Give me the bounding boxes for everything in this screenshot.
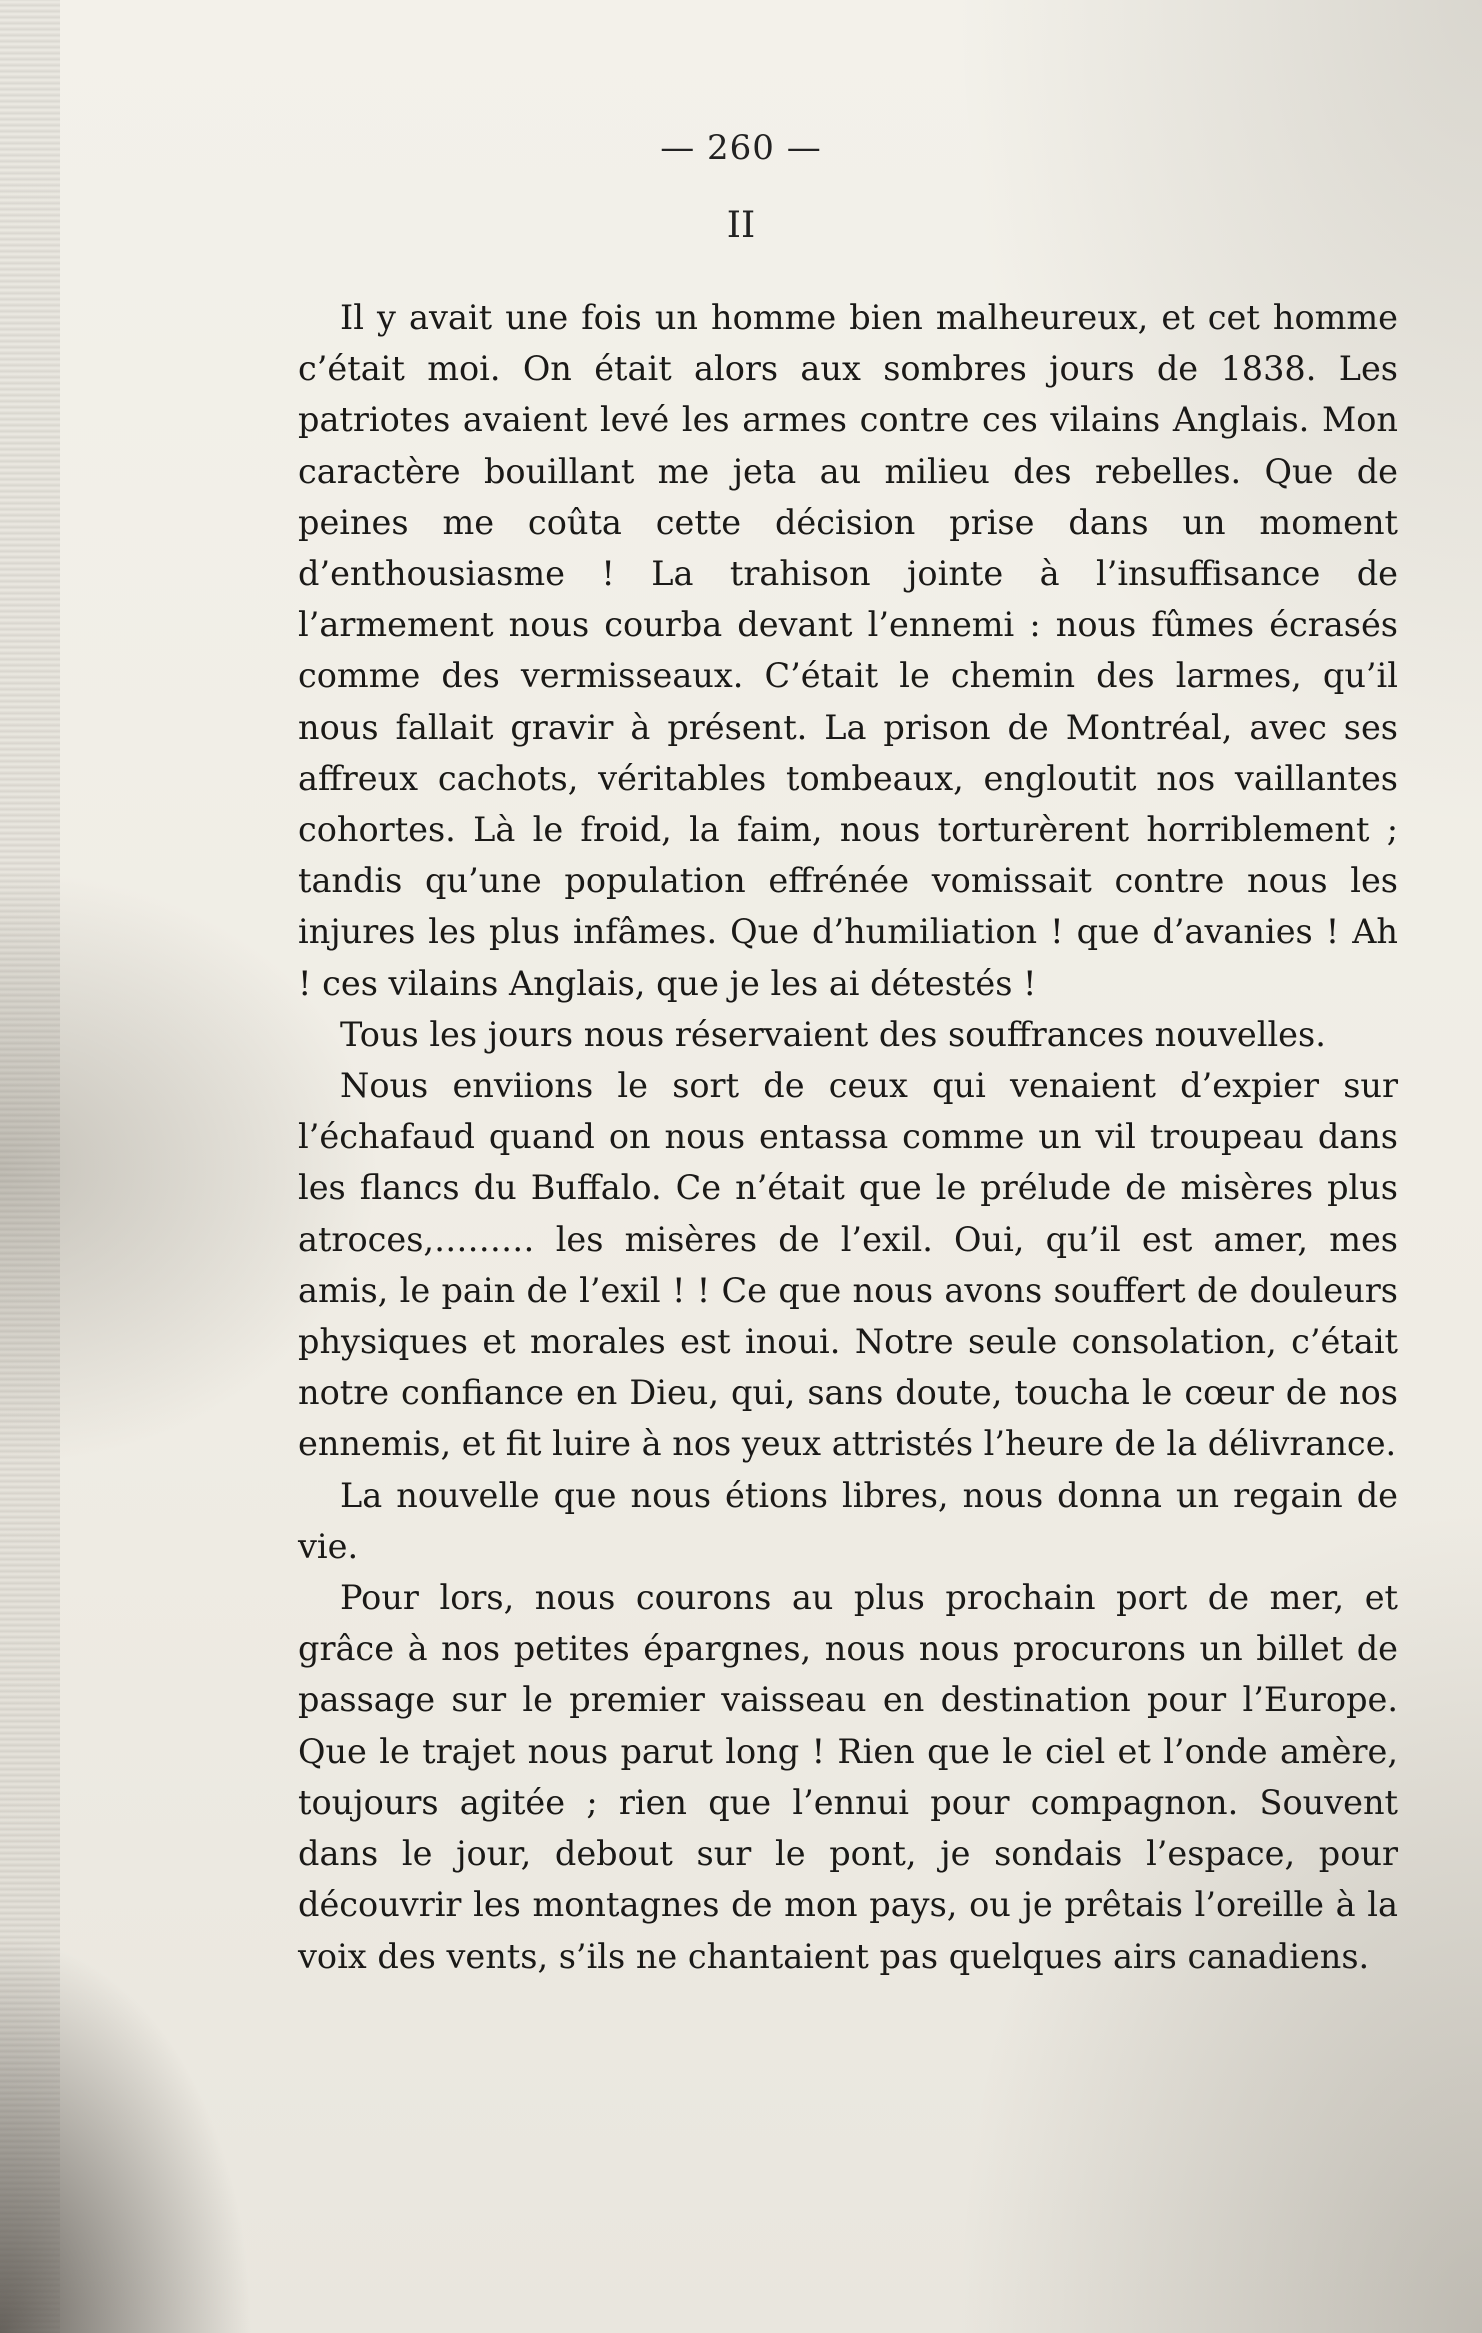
paragraph: La nouvelle que nous étions libres, nous donna un regain de vie. <box>298 1475 1398 1566</box>
page-number: — 260 — <box>660 128 822 168</box>
paragraph: Pour lors, nous courons au plus prochain port de mer, et grâce à nos petites épargnes, nous nous procurons un billet de passage sur le premier vaisseau en destination pour l’Europe. Que le trajet nous parut long ! Rien que le ciel et l’onde amère, toujours agitée ; rien que l’ennui pour compagnon. Souvent dans le jour, debout sur le pont, je sondais l’espace, pour découvrir les montagnes de mon pays, ou je prêtais l’oreille à la voix des vents, s’ils ne chantaient pas quelques airs canadiens. <box>298 1578 1398 1976</box>
paragraph: Il y avait une fois un homme bien malheureux, et cet homme c’était moi. On était alors aux sombres jours de 1838. Les patriotes avaient levé les armes contre ces vilains Anglais. Mon caractère bouillant me jeta au milieu des rebelles. Que de peines me coûta cette décision prise dans un moment d’enthousiasme ! La trahison jointe à l’insuffisance de l’armement nous courba devant l’ennemi : nous fûmes écrasés comme des vermisseaux. C’était le chemin des larmes, qu’il nous fallait gravir à présent. La prison de Montréal, avec ses affreux cachots, véritables tombeaux, engloutit nos vaillantes cohortes. Là le froid, la faim, nous torturèrent horriblement ; tandis qu’une population effrénée vomissait contre nous les injures les plus infâmes. Que d’humiliation ! que d’avanies ! Ah ! ces vilains Anglais, que je les ai détestés ! <box>298 298 1398 1003</box>
section-number: II <box>726 205 756 246</box>
body-text <box>298 292 1398 1982</box>
paragraph: Nous enviions le sort de ceux qui venaient d’expier sur l’échafaud quand on nous entassa comme un vil troupeau dans les flancs du Buffalo. Ce n’était que le prélude de misères plus atroces,……… les misères de l’exil. Oui, qu’il est amer, mes amis, le pain de l’exil ! ! Ce que nous avons souffert de douleurs physiques et morales est inoui. Notre seule consolation, c’était notre confiance en Dieu, qui, sans doute, toucha le cœur de nos ennemis, et fit luire à nos yeux attristés l’heure de la délivrance. <box>298 1066 1398 1464</box>
paragraph: Tous les jours nous réservaient des souffrances nouvelles. <box>340 1014 1326 1054</box>
